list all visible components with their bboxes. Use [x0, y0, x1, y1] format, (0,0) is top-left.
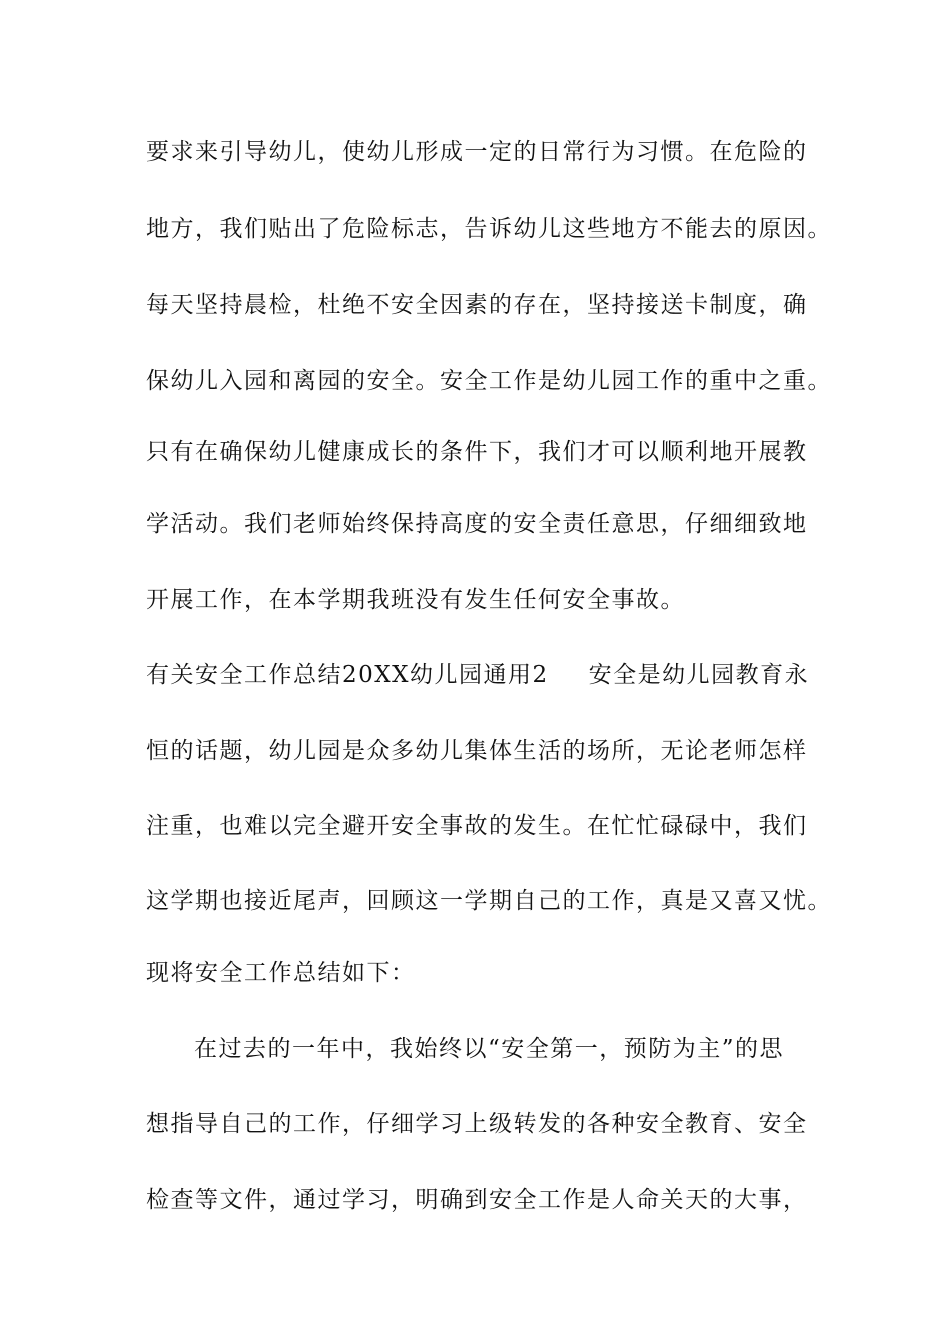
- text-line: 注重，也难以完全避开安全事故的发生。在忙忙碌碌中，我们: [146, 813, 808, 839]
- text-line: 每天坚持晨检，杜绝不安全因素的存在，坚持接送卡制度，确: [146, 292, 808, 318]
- text-line: 只有在确保幼儿健康成长的条件下，我们才可以顺利地开展教: [146, 439, 808, 465]
- text-line: 开展工作，在本学期我班没有发生任何安全事故。: [146, 587, 685, 613]
- text-line: 这学期也接近尾声，回顾这一学期自己的工作，真是又喜又忧。: [146, 888, 832, 914]
- text-line: 恒的话题，幼儿园是众多幼儿集体生活的场所，无论老师怎样: [146, 738, 808, 764]
- text-line: 地方，我们贴出了危险标志，告诉幼儿这些地方不能去的原因。: [146, 216, 832, 242]
- text-line: 检查等文件，通过学习，明确到安全工作是人命关天的大事，: [146, 1187, 808, 1213]
- section-first-text: 安全是幼儿园教育永: [588, 662, 810, 688]
- text-line: 现将安全工作总结如下：: [146, 960, 416, 986]
- section-heading: 有关安全工作总结20XX幼儿园通用2: [146, 662, 549, 688]
- text-line: 学活动。我们老师始终保持高度的安全责任意思，仔细细致地: [146, 511, 808, 537]
- text-line: 保幼儿入园和离园的安全。安全工作是幼儿园工作的重中之重。: [146, 368, 832, 394]
- text-line: 想指导自己的工作，仔细学习上级转发的各种安全教育、安全: [146, 1111, 808, 1137]
- section-heading-line: [146, 660, 836, 690]
- text-line: 要求来引导幼儿，使幼儿形成一定的日常行为习惯。在危险的: [146, 139, 808, 165]
- paragraph-first-line: 在过去的一年中，我始终以“安全第一，预防为主”的思: [194, 1036, 785, 1062]
